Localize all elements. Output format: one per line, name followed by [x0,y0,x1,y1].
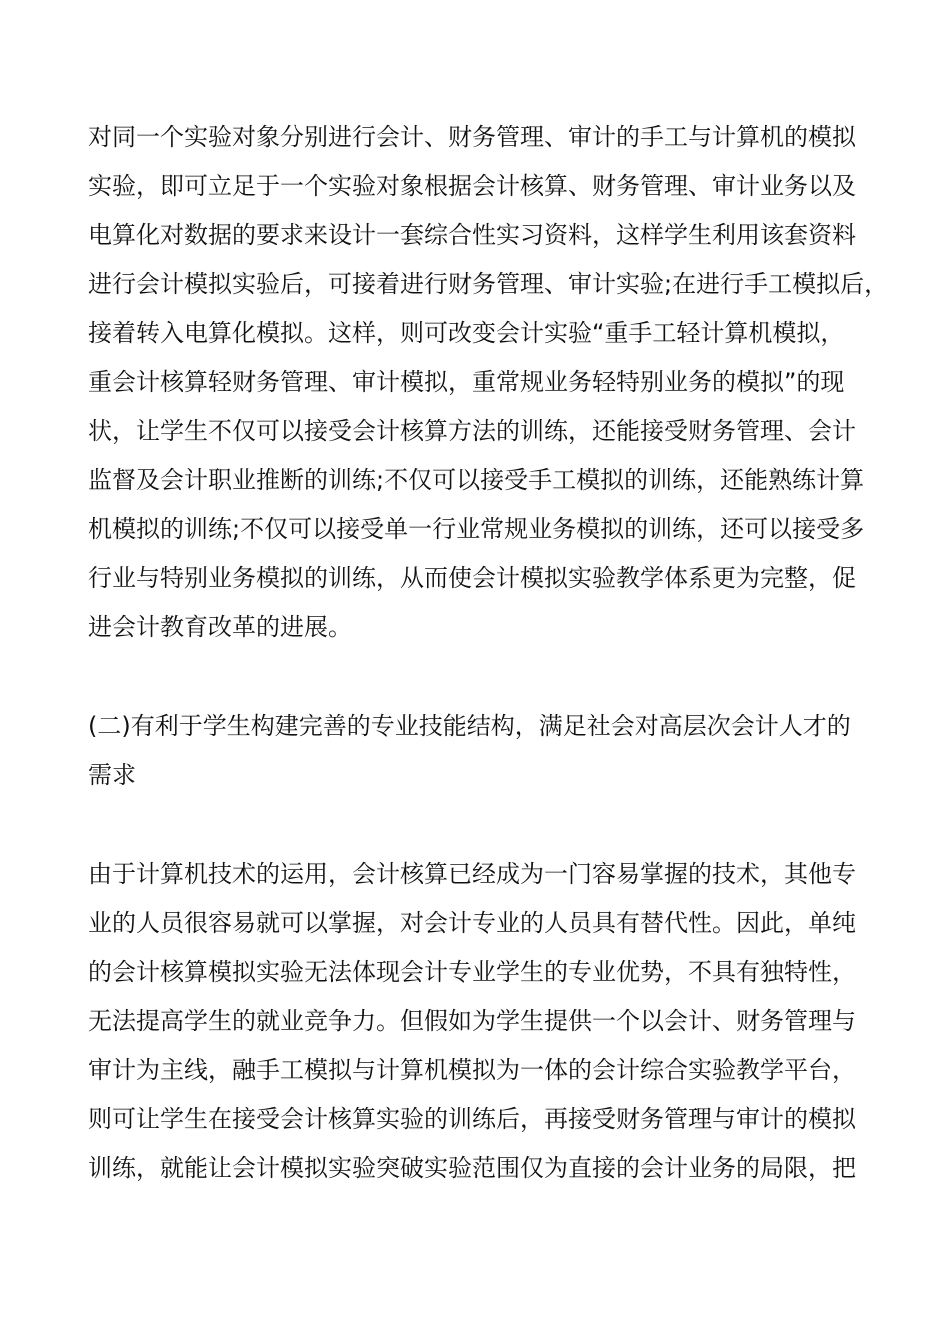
paragraph-line: 审计为主线，融手工模拟与计算机模拟为一体的会计综合实验教学平台， [88,1056,856,1084]
paragraph-line: 重会计核算轻财务管理、审计模拟，重常规业务轻特别业务的模拟”的现 [88,368,845,396]
heading-line: 需求 [88,761,136,789]
paragraph-line: 机模拟的训练;不仅可以接受单一行业常规业务模拟的训练，还可以接受多 [88,515,865,543]
paragraph-line: 行业与特别业务模拟的训练，从而使会计模拟实验教学体系更为完整，促 [88,564,856,592]
paragraph-line: 接着转入电算化模拟。这样，则可改变会计实验“重手工轻计算机模拟， [88,319,845,347]
paragraph-line: 业的人员很容易就可以掌握，对会计专业的人员具有替代性。因此，单纯 [88,909,856,937]
document-body [88,113,889,1193]
paragraph-line: 无法提高学生的就业竞争力。但假如为学生提供一个以会计、财务管理与 [88,1007,856,1035]
paragraph-line: 进会计教育改革的进展。 [88,613,352,641]
paragraph-spacer [88,800,868,850]
paragraph-line: 对同一个实验对象分别进行会计、财务管理、审计的手工与计算机的模拟 [88,123,856,151]
paragraph-2 [88,850,868,1193]
section-heading [88,702,868,800]
paragraph-line: 则可让学生在接受会计核算实验的训练后，再接受财务管理与审计的模拟 [88,1105,856,1133]
paragraph-line: 进行会计模拟实验后，可接着进行财务管理、审计实验;在进行手工模拟后， [88,270,889,298]
paragraph-line: 实验，即可立足于一个实验对象根据会计核算、财务管理、审计业务以及 [88,172,856,200]
paragraph-spacer [88,652,868,702]
paragraph-1 [88,113,889,652]
paragraph-line: 由于计算机技术的运用，会计核算已经成为一门容易掌握的技术，其他专 [88,860,856,888]
paragraph-line: 监督及会计职业推断的训练;不仅可以接受手工模拟的训练，还能熟练计算 [88,466,865,494]
heading-line: (二)有利于学生构建完善的专业技能结构，满足社会对高层次会计人才的 [88,712,851,740]
paragraph-line: 电算化对数据的要求来设计一套综合性实习资料，这样学生利用该套资料 [88,221,856,249]
paragraph-line: 的会计核算模拟实验无法体现会计专业学生的专业优势，不具有独特性， [88,958,856,986]
paragraph-line: 训练，就能让会计模拟实验突破实验范围仅为直接的会计业务的局限，把 [88,1154,856,1182]
paragraph-line: 状，让学生不仅可以接受会计核算方法的训练，还能接受财务管理、会计 [88,417,856,445]
